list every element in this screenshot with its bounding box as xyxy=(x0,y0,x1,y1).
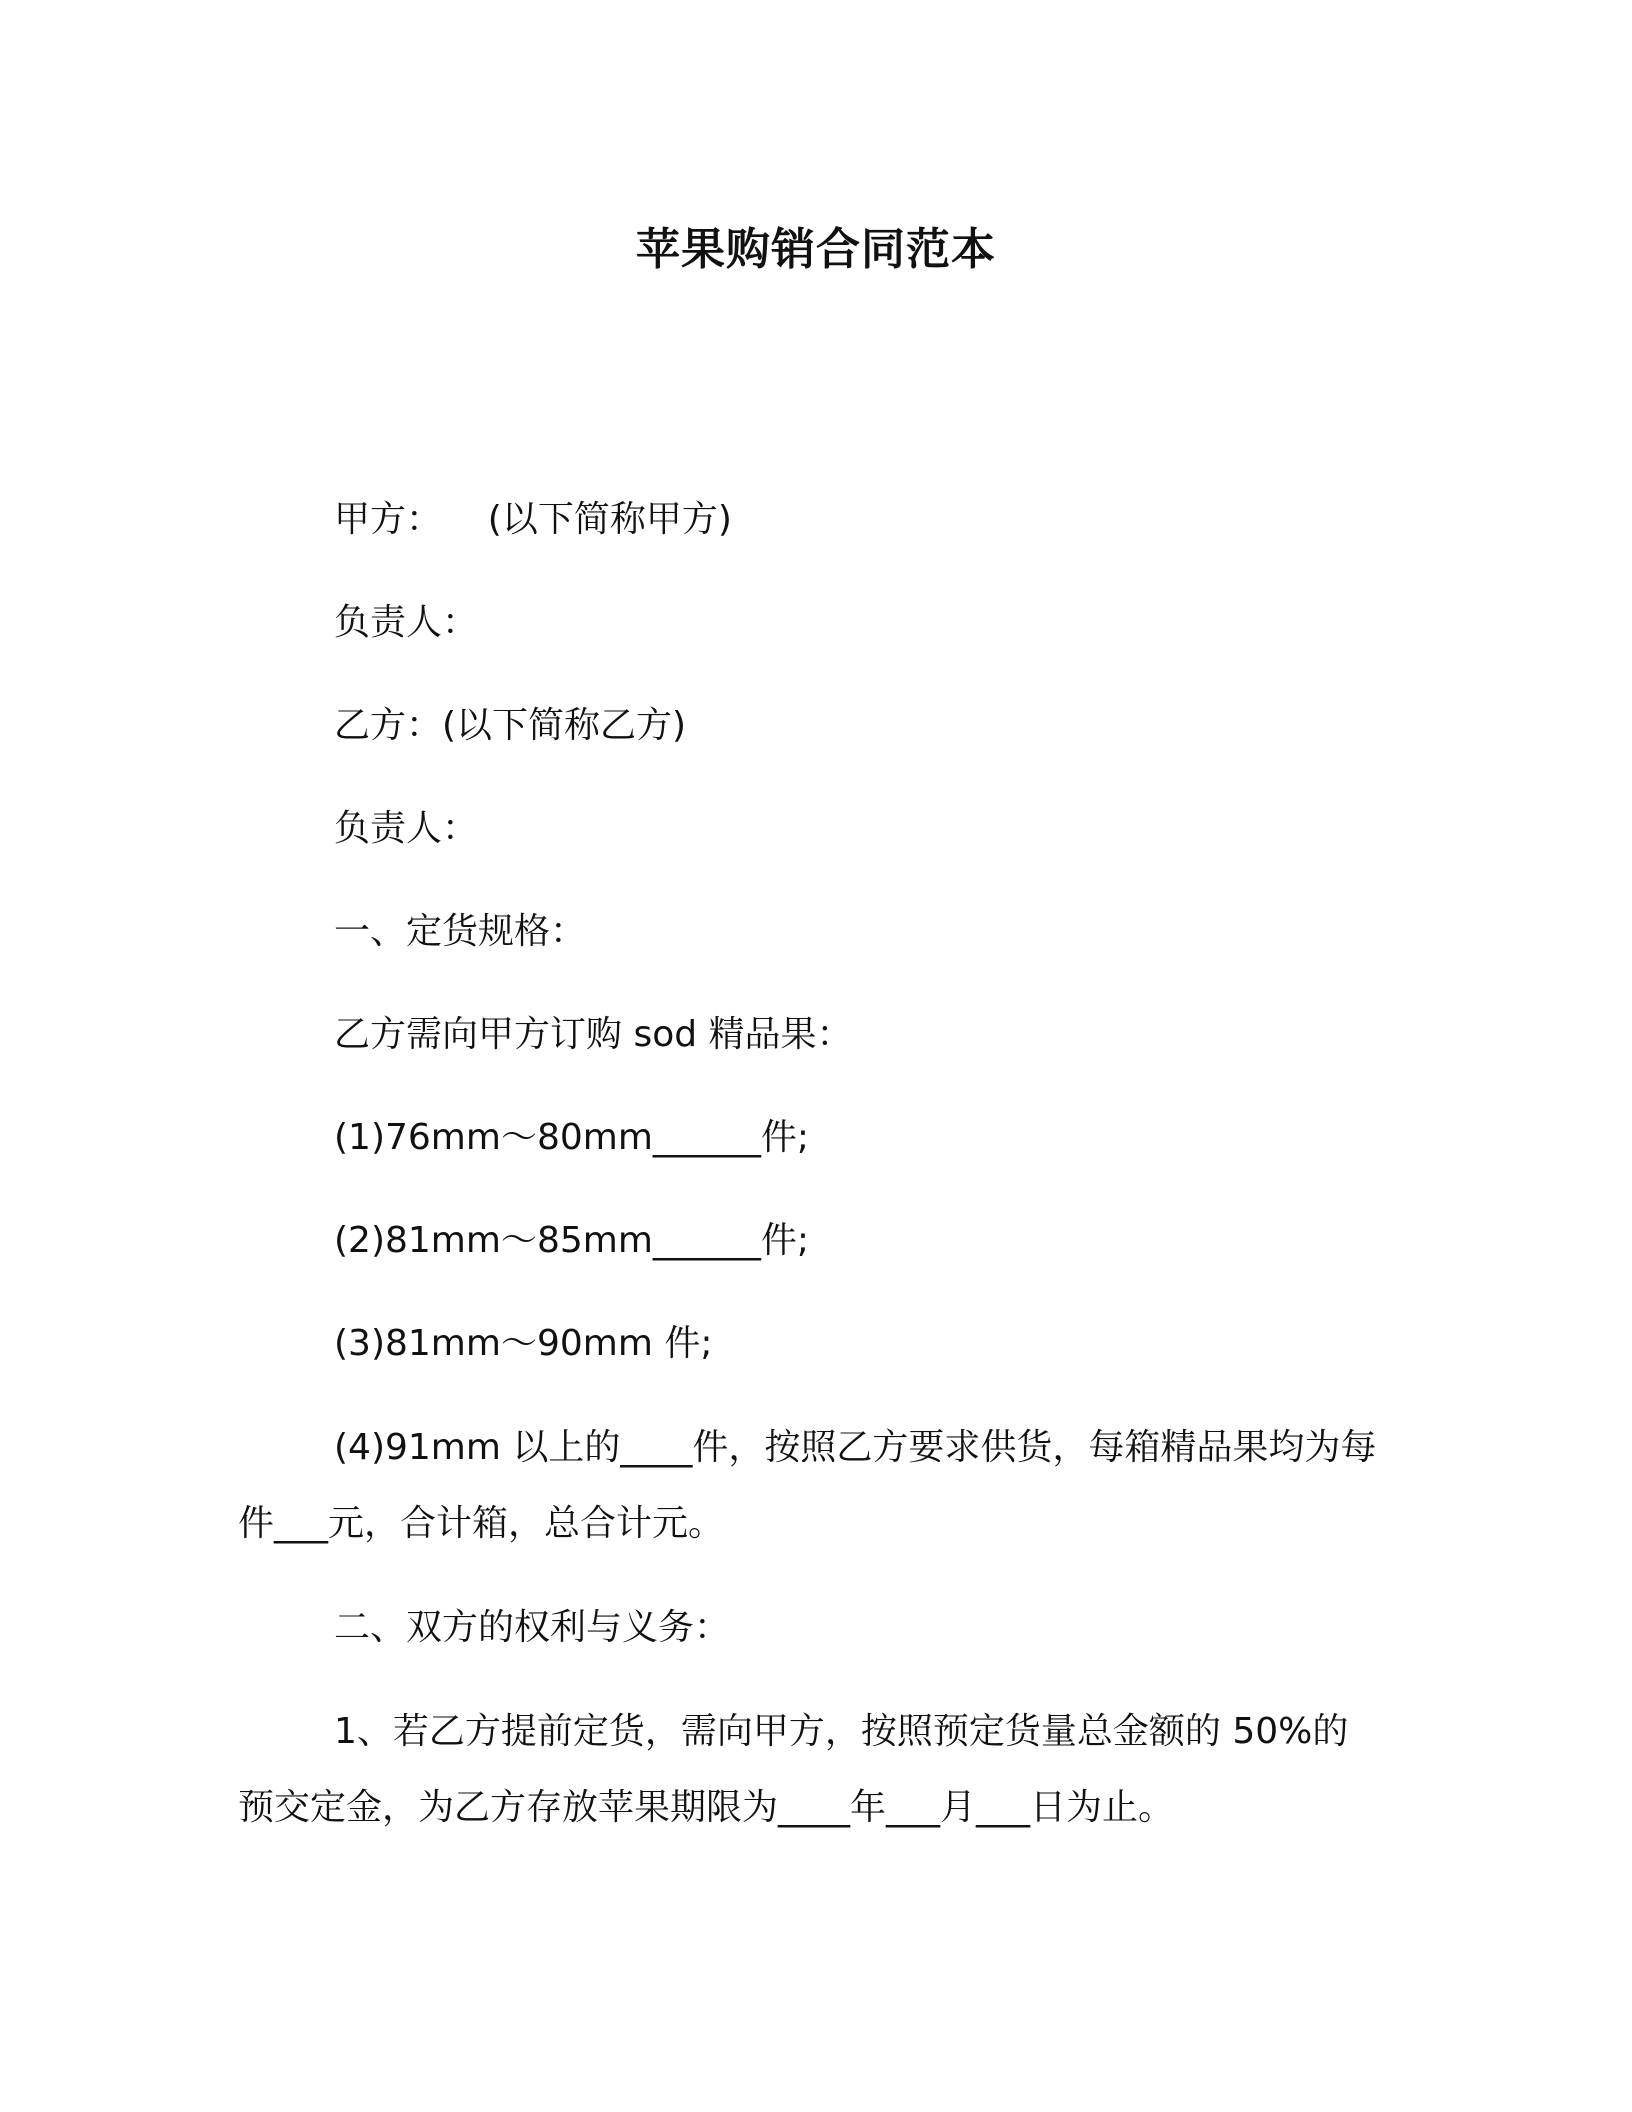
section-1-heading: 一、定货规格： xyxy=(334,911,587,952)
party-b-representative-line: 负责人： xyxy=(334,808,479,849)
party-a-line: 甲方： (以下简称甲方) xyxy=(334,499,732,540)
section-2-heading: 二、双方的权利与义务： xyxy=(334,1607,731,1648)
document-title: 苹果购销合同范本 xyxy=(636,224,996,275)
spec-item-2: (2)81mm～85mm______件; xyxy=(334,1220,810,1261)
spec-item-4-paragraph: (4)91mm 以上的____件，按照乙方要求供货，每箱精品果均为每件___元，合计箱，总合计元。 xyxy=(238,1427,1377,1544)
spec-item-1: (1)76mm～80mm______件; xyxy=(334,1117,810,1158)
party-b-line: 乙方：(以下简称乙方) xyxy=(334,705,687,746)
clause-1-paragraph: 1、若乙方提前定货，需向甲方，按照预定货量总金额的 50%的预交定金，为乙方存放苹果期限为____年___月___日为止。 xyxy=(238,1711,1349,1828)
spec-item-3: (3)81mm～90mm 件; xyxy=(334,1323,713,1364)
order-intro-line: 乙方需向甲方订购 sod 精品果： xyxy=(334,1014,853,1055)
party-a-representative-line: 负责人： xyxy=(334,602,479,643)
